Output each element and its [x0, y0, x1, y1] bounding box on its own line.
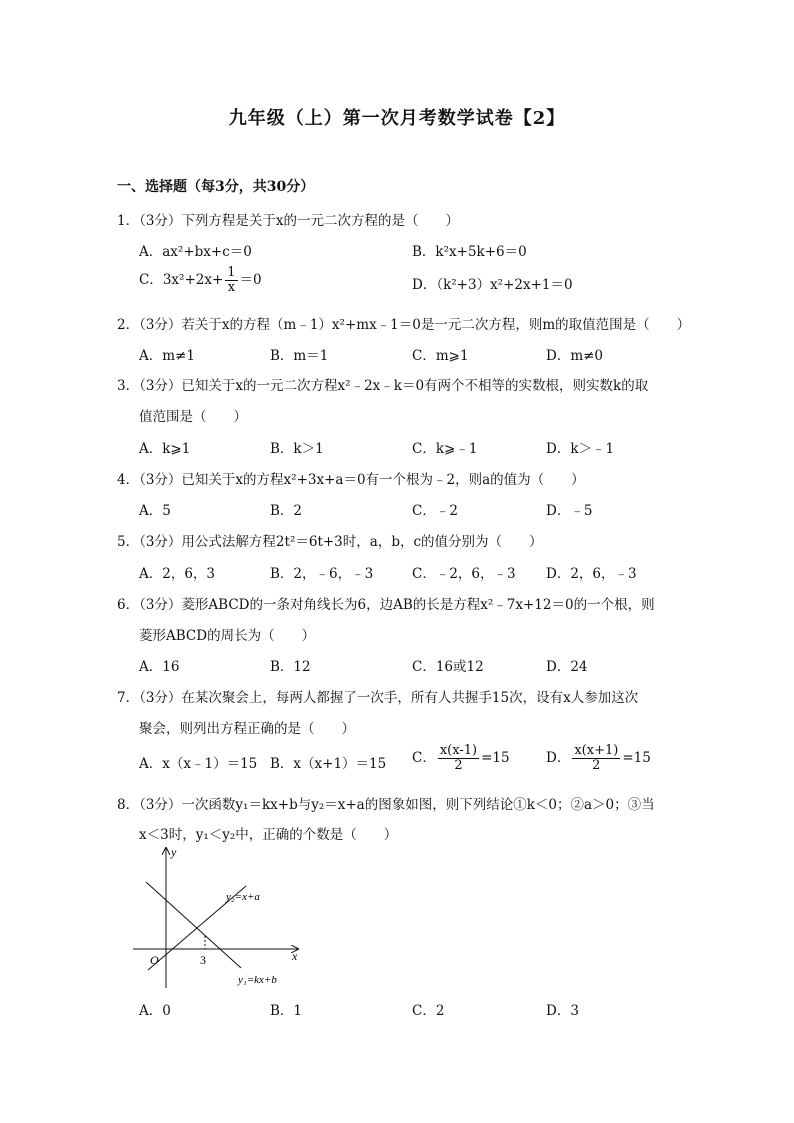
- question-3-stem-line2: 值范围是（ ）: [139, 409, 247, 425]
- question-8-stem-line2: x＜3时，y₁＜y₂中，正确的个数是（ ）: [139, 827, 398, 843]
- y-axis-label: y: [171, 845, 177, 859]
- q6-option-c[interactable]: C．16或12: [412, 659, 484, 675]
- origin-label: O: [150, 953, 159, 967]
- question-7-stem-line1: 7．（3分）在某次聚会上，每两人都握了一次手，所有人共握手15次，设有x人参加这次: [117, 690, 639, 706]
- line-y1-label: y₁=kx+b: [238, 974, 277, 986]
- question-7-stem-line2: 聚会，则列出方程正确的是（ ）: [139, 721, 355, 737]
- fraction-denominator: 2: [592, 758, 601, 773]
- q1-option-c[interactable]: [139, 266, 262, 295]
- q2-option-a[interactable]: A．m≠1: [139, 348, 195, 364]
- q2-option-d[interactable]: D．m≠0: [546, 348, 604, 364]
- fraction: [225, 266, 237, 295]
- q6-option-d[interactable]: D．24: [546, 659, 588, 675]
- q6-option-a[interactable]: A．16: [139, 659, 180, 675]
- tick-label-3: 3: [200, 953, 206, 967]
- line-y2-label: y₂=x+a: [226, 891, 260, 903]
- fraction-denominator: 2: [454, 758, 463, 773]
- q7-option-c[interactable]: [412, 744, 510, 773]
- q7-option-b[interactable]: B．x（x+1）＝15: [270, 756, 387, 772]
- q3-option-d[interactable]: D．k＞﹣1: [546, 441, 615, 457]
- fraction-numerator: x(x+1): [574, 743, 619, 758]
- question-6-stem-line1: 6．（3分）菱形ABCD的一条对角线长为6，边AB的长是方程x²﹣7x+12＝0的一个根，则: [117, 597, 655, 613]
- q8-option-b[interactable]: B．1: [270, 1003, 303, 1019]
- page-title: 九年级（上）第一次月考数学试卷【2】: [228, 108, 566, 129]
- q1-option-a[interactable]: A．ax²+bx+c＝0: [139, 244, 252, 260]
- question-5-stem: 5．（3分）用公式法解方程2t²＝6t+3时，a，b，c的值分别为（ ）: [117, 534, 543, 550]
- q1-option-c-suffix: ＝0: [239, 272, 262, 288]
- q8-option-c[interactable]: C．2: [412, 1003, 445, 1019]
- q2-option-b[interactable]: B．m＝1: [270, 348, 329, 364]
- question-8-stem-line1: 8．（3分）一次函数y₁＝kx+b与y₂＝x+a的图象如图，则下列结论①k＜0；②a＞0；③当: [117, 797, 655, 813]
- question-6-stem-line2: 菱形ABCD的周长为（ ）: [139, 628, 316, 644]
- q4-option-b[interactable]: B．2: [270, 503, 303, 519]
- q3-option-b[interactable]: B．k＞1: [270, 441, 324, 457]
- section-heading: 一、选择题（每3分，共30分）: [117, 179, 315, 195]
- function-graph: [128, 842, 308, 992]
- fraction: [438, 744, 479, 773]
- q1-option-b[interactable]: B．k²x+5k+6＝0: [412, 244, 527, 260]
- question-2-stem: 2．（3分）若关于x的方程（m﹣1）x²+mx﹣1＝0是一元二次方程，则m的取值范围是（ ）: [117, 317, 691, 333]
- fraction-numerator: x(x-1): [439, 743, 478, 758]
- question-3-stem-line1: 3．（3分）已知关于x的一元二次方程x²﹣2x﹣k＝0有两个不相等的实数根，则实数k的取: [117, 378, 649, 394]
- question-4-stem: 4．（3分）已知关于x的方程x²+3x+a＝0有一个根为﹣2，则a的值为（ ）: [117, 472, 585, 488]
- q7-option-a[interactable]: A．x（x﹣1）＝15: [139, 756, 258, 772]
- q7-option-c-label: C．: [412, 750, 436, 766]
- fraction-denominator: x: [227, 280, 236, 295]
- q5-option-b[interactable]: B．2，﹣6，﹣3: [270, 566, 374, 582]
- q7-option-d[interactable]: [546, 744, 651, 773]
- x-axis-label: x: [292, 949, 298, 963]
- q4-option-c[interactable]: C．﹣2: [412, 503, 458, 519]
- q3-option-c[interactable]: C．k⩾﹣1: [412, 441, 478, 457]
- q3-option-a[interactable]: A．k⩾1: [139, 441, 191, 457]
- q2-option-c[interactable]: C．m⩾1: [412, 348, 469, 364]
- q6-option-b[interactable]: B．12: [270, 659, 311, 675]
- fraction: [572, 744, 620, 773]
- q7-option-d-label: D．: [546, 750, 571, 766]
- q8-option-d[interactable]: D．3: [546, 1003, 579, 1019]
- q4-option-a[interactable]: A．5: [139, 503, 171, 519]
- q5-option-a[interactable]: A．2，6，3: [139, 566, 216, 582]
- q1-option-c-prefix: C．3x²+2x+: [139, 272, 224, 288]
- q5-option-c[interactable]: C．﹣2，6，﹣3: [412, 566, 516, 582]
- q4-option-d[interactable]: D．﹣5: [546, 503, 593, 519]
- q8-option-a[interactable]: A．0: [139, 1003, 171, 1019]
- fraction-numerator: 1: [227, 265, 236, 280]
- q1-option-d[interactable]: D．（k²+3）x²+2x+1＝0: [412, 277, 573, 293]
- question-1-stem: 1．（3分）下列方程是关于x的一元二次方程的是（ ）: [117, 213, 460, 229]
- q7-option-c-suffix: =15: [481, 750, 510, 766]
- q5-option-d[interactable]: D．2，6，﹣3: [546, 566, 637, 582]
- q7-option-d-suffix: =15: [622, 750, 651, 766]
